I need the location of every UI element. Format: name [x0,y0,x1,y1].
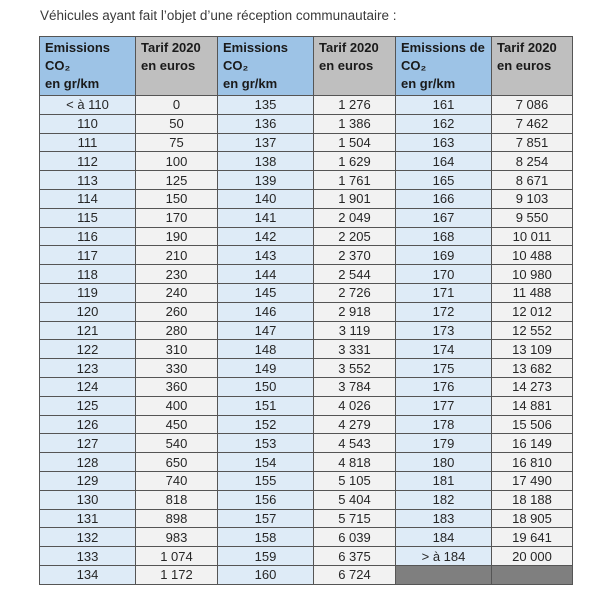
cell-emissions-2: 140 [218,189,314,208]
cell-emissions-2: 152 [218,415,314,434]
cell-emissions-1: 116 [40,227,136,246]
cell-emissions-3: 171 [396,283,492,302]
cell-emissions-1: 113 [40,171,136,190]
header-emissions-2: Emissions CO₂ en gr/km [218,37,314,96]
cell-emissions-1: 131 [40,509,136,528]
table-row [40,302,573,321]
cell-tarif-3: 16 810 [492,453,573,472]
header-tarif-1: Tarif 2020 en euros [136,37,218,96]
table-row [40,340,573,359]
table-row [40,377,573,396]
cell-emissions-2: 153 [218,434,314,453]
cell-emissions-3: 173 [396,321,492,340]
table-row [40,434,573,453]
table-row [40,283,573,302]
cell-emissions-2: 145 [218,283,314,302]
cell-tarif-1: 100 [136,152,218,171]
cell-emissions-3: 182 [396,490,492,509]
table-header [40,37,573,96]
cell-emissions-1: 129 [40,471,136,490]
cell-tarif-2: 3 331 [314,340,396,359]
cell-tarif-2: 3 784 [314,377,396,396]
cell-tarif-1: 150 [136,189,218,208]
cell-tarif-2: 3 119 [314,321,396,340]
cell-emissions-1: 112 [40,152,136,171]
header-tarif-2: Tarif 2020 en euros [314,37,396,96]
cell-tarif-3: 12 012 [492,302,573,321]
table-row [40,246,573,265]
cell-tarif-1: 0 [136,96,218,115]
cell-emissions-1: < à 110 [40,96,136,115]
cell-tarif-2: 2 205 [314,227,396,246]
cell-emissions-1: 118 [40,265,136,284]
cell-tarif-3: 8 254 [492,152,573,171]
table-row [40,547,573,566]
table-row [40,189,573,208]
cell-emissions-3: 163 [396,133,492,152]
cell-tarif-3: 10 980 [492,265,573,284]
cell-emissions-3: 180 [396,453,492,472]
cell-tarif-3: 11 488 [492,283,573,302]
cell-tarif-3: 7 851 [492,133,573,152]
cell-tarif-1: 360 [136,377,218,396]
table-row [40,359,573,378]
cell-emissions-1: 133 [40,547,136,566]
cell-emissions-3: 177 [396,396,492,415]
cell-tarif-3: 14 273 [492,377,573,396]
table-row [40,152,573,171]
cell-tarif-2: 3 552 [314,359,396,378]
cell-tarif-1: 330 [136,359,218,378]
cell-emissions-3: 183 [396,509,492,528]
cell-emissions-1: 122 [40,340,136,359]
cell-tarif-3: 7 086 [492,96,573,115]
cell-tarif-3: 10 011 [492,227,573,246]
cell-tarif-1: 740 [136,471,218,490]
cell-tarif-3: 13 682 [492,359,573,378]
cell-emissions-3: 184 [396,528,492,547]
cell-emissions-2: 137 [218,133,314,152]
table-row [40,321,573,340]
cell-emissions-2: 141 [218,208,314,227]
cell-tarif-1: 650 [136,453,218,472]
table-row [40,171,573,190]
cell-tarif-3: 17 490 [492,471,573,490]
cell-emissions-2: 157 [218,509,314,528]
empty-cell [492,565,573,584]
cell-emissions-1: 134 [40,565,136,584]
cell-emissions-3: 168 [396,227,492,246]
cell-tarif-2: 2 370 [314,246,396,265]
cell-emissions-3: 176 [396,377,492,396]
cell-tarif-3: 9 550 [492,208,573,227]
cell-emissions-1: 110 [40,114,136,133]
cell-emissions-3: 179 [396,434,492,453]
cell-tarif-1: 240 [136,283,218,302]
cell-tarif-1: 310 [136,340,218,359]
cell-tarif-3: 19 641 [492,528,573,547]
cell-tarif-2: 2 918 [314,302,396,321]
cell-emissions-1: 117 [40,246,136,265]
cell-tarif-1: 280 [136,321,218,340]
cell-tarif-2: 6 375 [314,547,396,566]
cell-emissions-2: 142 [218,227,314,246]
table-row [40,265,573,284]
cell-tarif-2: 1 629 [314,152,396,171]
cell-emissions-3: 162 [396,114,492,133]
cell-tarif-1: 260 [136,302,218,321]
cell-tarif-2: 1 276 [314,96,396,115]
cell-emissions-3: > à 184 [396,547,492,566]
cell-tarif-1: 75 [136,133,218,152]
cell-tarif-1: 1 172 [136,565,218,584]
cell-tarif-3: 20 000 [492,547,573,566]
cell-emissions-3: 164 [396,152,492,171]
co2-tariff-table [39,36,573,585]
cell-emissions-2: 135 [218,96,314,115]
cell-tarif-3: 10 488 [492,246,573,265]
cell-emissions-2: 148 [218,340,314,359]
cell-tarif-1: 230 [136,265,218,284]
cell-emissions-3: 167 [396,208,492,227]
cell-tarif-2: 1 901 [314,189,396,208]
cell-tarif-2: 1 504 [314,133,396,152]
cell-emissions-2: 146 [218,302,314,321]
cell-tarif-1: 818 [136,490,218,509]
cell-emissions-3: 178 [396,415,492,434]
cell-emissions-2: 156 [218,490,314,509]
cell-emissions-1: 119 [40,283,136,302]
cell-tarif-3: 14 881 [492,396,573,415]
cell-tarif-3: 8 671 [492,171,573,190]
cell-emissions-3: 170 [396,265,492,284]
cell-tarif-1: 983 [136,528,218,547]
cell-emissions-2: 154 [218,453,314,472]
cell-emissions-3: 172 [396,302,492,321]
cell-emissions-2: 159 [218,547,314,566]
cell-tarif-2: 2 544 [314,265,396,284]
table-row [40,227,573,246]
table-row [40,96,573,115]
cell-tarif-1: 450 [136,415,218,434]
cell-emissions-1: 121 [40,321,136,340]
cell-tarif-2: 4 026 [314,396,396,415]
cell-tarif-2: 6 724 [314,565,396,584]
cell-emissions-3: 181 [396,471,492,490]
header-emissions-3: Emissions de CO₂ en gr/km [396,37,492,96]
table-row [40,415,573,434]
cell-tarif-2: 4 279 [314,415,396,434]
cell-tarif-1: 125 [136,171,218,190]
cell-emissions-1: 125 [40,396,136,415]
table-row [40,528,573,547]
cell-tarif-3: 7 462 [492,114,573,133]
table-body [40,96,573,585]
table-caption: Véhicules ayant fait l’objet d’une réception communautaire : [40,8,397,23]
cell-emissions-1: 126 [40,415,136,434]
table-row [40,490,573,509]
cell-tarif-1: 540 [136,434,218,453]
cell-emissions-1: 123 [40,359,136,378]
table-row [40,453,573,472]
table-row [40,565,573,584]
cell-tarif-1: 898 [136,509,218,528]
cell-tarif-2: 2 726 [314,283,396,302]
cell-emissions-2: 139 [218,171,314,190]
cell-emissions-3: 169 [396,246,492,265]
header-tarif-3: Tarif 2020 en euros [492,37,573,96]
cell-tarif-2: 5 715 [314,509,396,528]
cell-emissions-1: 130 [40,490,136,509]
cell-tarif-2: 6 039 [314,528,396,547]
cell-tarif-2: 2 049 [314,208,396,227]
cell-tarif-2: 1 761 [314,171,396,190]
cell-emissions-3: 166 [396,189,492,208]
table-row [40,114,573,133]
cell-emissions-2: 151 [218,396,314,415]
cell-tarif-1: 1 074 [136,547,218,566]
cell-emissions-3: 165 [396,171,492,190]
header-row [40,37,573,96]
cell-emissions-2: 158 [218,528,314,547]
empty-cell [396,565,492,584]
cell-emissions-2: 144 [218,265,314,284]
table-row [40,509,573,528]
table-row [40,208,573,227]
cell-emissions-2: 150 [218,377,314,396]
cell-tarif-2: 5 105 [314,471,396,490]
cell-emissions-2: 147 [218,321,314,340]
cell-emissions-3: 175 [396,359,492,378]
cell-tarif-3: 18 188 [492,490,573,509]
cell-tarif-2: 5 404 [314,490,396,509]
cell-tarif-1: 50 [136,114,218,133]
cell-emissions-3: 174 [396,340,492,359]
cell-tarif-1: 190 [136,227,218,246]
table-row [40,471,573,490]
cell-tarif-3: 9 103 [492,189,573,208]
cell-emissions-2: 143 [218,246,314,265]
cell-tarif-3: 18 905 [492,509,573,528]
cell-emissions-2: 155 [218,471,314,490]
cell-emissions-1: 114 [40,189,136,208]
cell-tarif-2: 4 818 [314,453,396,472]
cell-emissions-1: 111 [40,133,136,152]
cell-tarif-1: 400 [136,396,218,415]
cell-tarif-3: 13 109 [492,340,573,359]
cell-emissions-3: 161 [396,96,492,115]
cell-tarif-3: 12 552 [492,321,573,340]
header-emissions-1: Emissions CO₂ en gr/km [40,37,136,96]
cell-tarif-1: 170 [136,208,218,227]
cell-emissions-1: 120 [40,302,136,321]
cell-emissions-1: 132 [40,528,136,547]
cell-tarif-2: 1 386 [314,114,396,133]
cell-emissions-2: 136 [218,114,314,133]
cell-emissions-1: 115 [40,208,136,227]
cell-emissions-2: 138 [218,152,314,171]
cell-tarif-3: 15 506 [492,415,573,434]
cell-emissions-1: 127 [40,434,136,453]
cell-emissions-2: 160 [218,565,314,584]
cell-tarif-1: 210 [136,246,218,265]
cell-tarif-2: 4 543 [314,434,396,453]
cell-tarif-3: 16 149 [492,434,573,453]
table-row [40,396,573,415]
cell-emissions-1: 128 [40,453,136,472]
table-row [40,133,573,152]
cell-emissions-2: 149 [218,359,314,378]
cell-emissions-1: 124 [40,377,136,396]
